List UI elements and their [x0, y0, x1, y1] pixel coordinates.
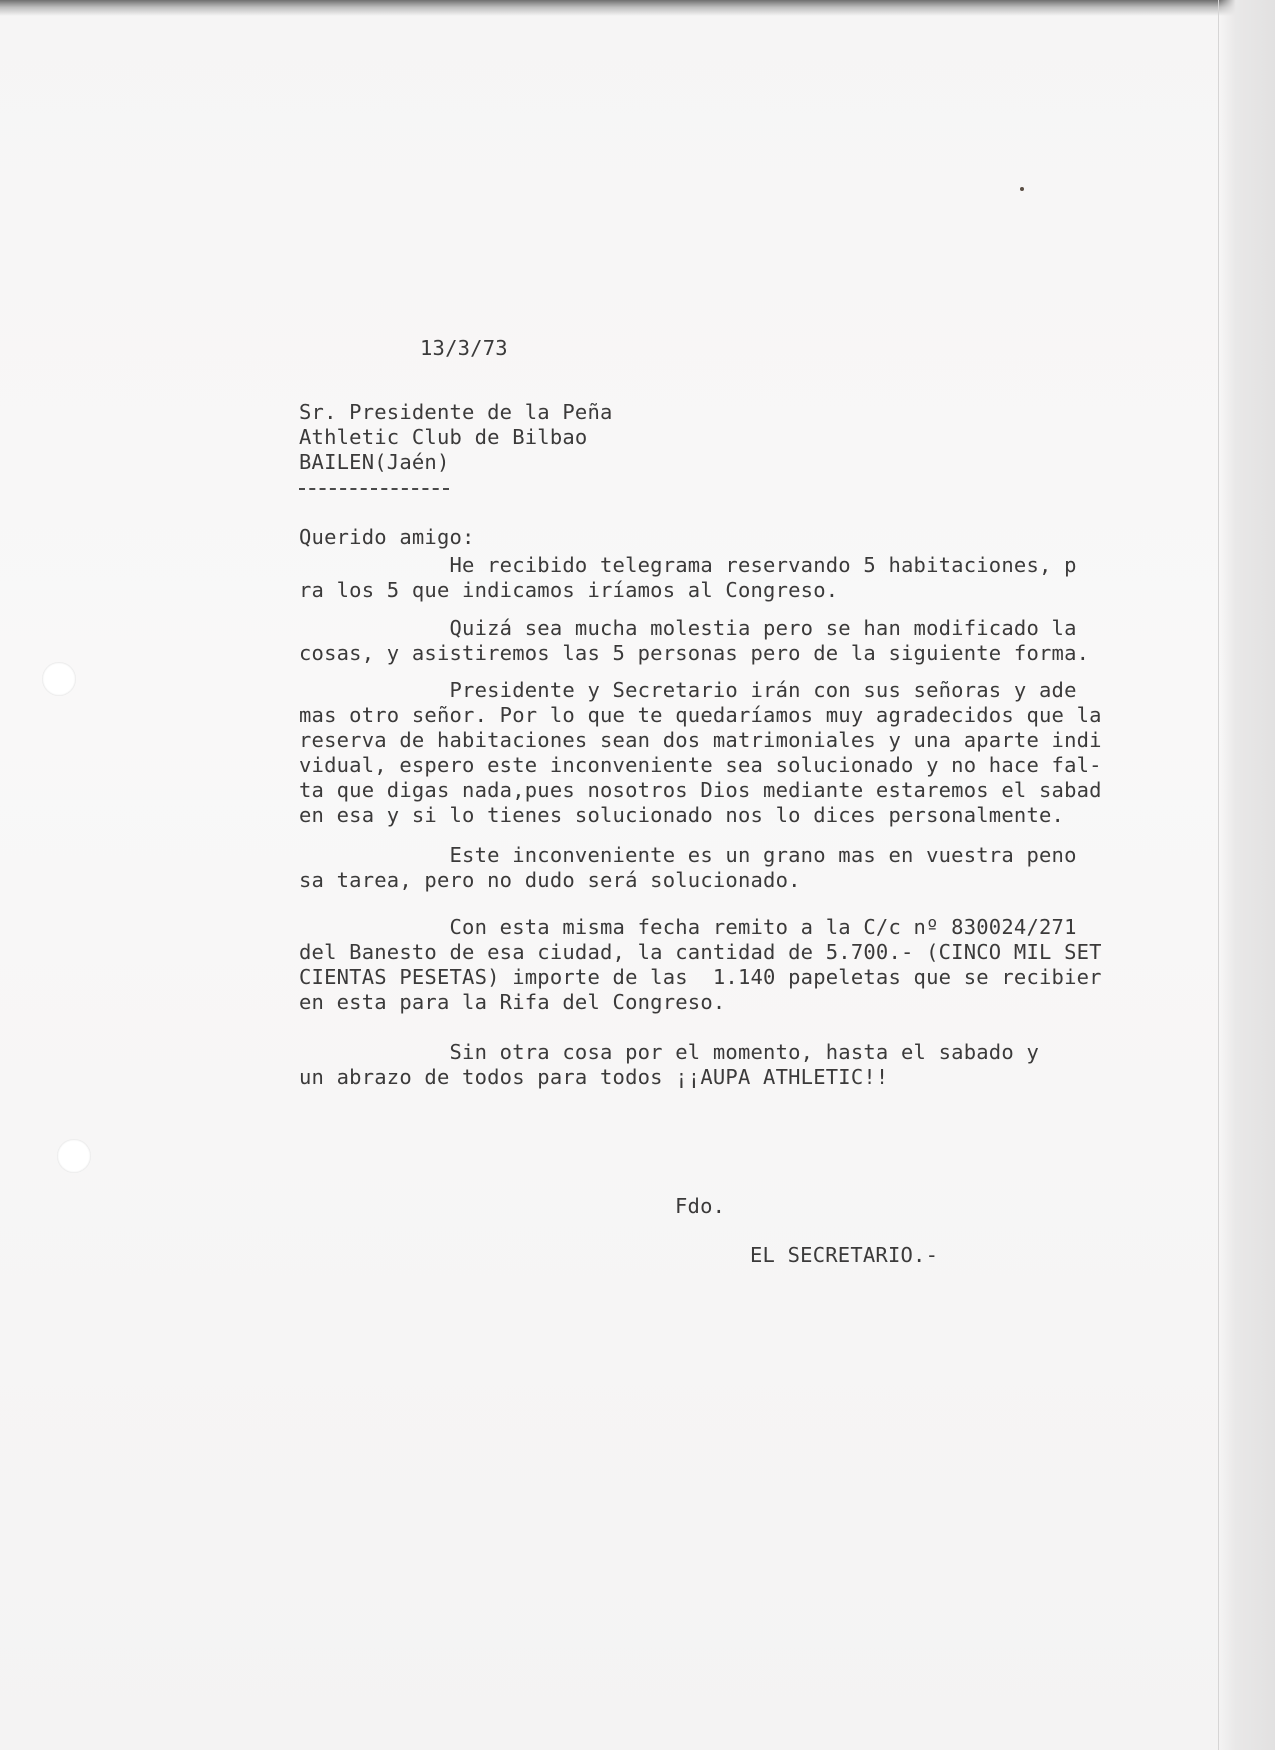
punch-hole — [57, 1139, 91, 1173]
recipient-title: Sr. Presidente de la Peña — [299, 400, 613, 424]
ink-speck — [1020, 187, 1024, 191]
paragraph-rooms: Presidente y Secretario irán con sus señoras y ade mas otro señor. Por lo que te quedaríamos muy agradecidos que la reserva de habitaciones sean dos matrimoniales y una aparte indi vidual, espero este inconveniente sea solucionado y no hace fal- ta que digas nada,pues nosotros Dios mediante estaremos el sabad en esa y si lo tienes solucionado nos lo dices personalmente. — [299, 678, 1102, 827]
address-underline — [299, 488, 449, 490]
paragraph-inconvenience: Este inconveniente es un grano mas en vuestra peno sa tarea, pero no dudo será solucionado. — [299, 843, 1077, 892]
letter-date: 13/3/73 — [420, 336, 508, 360]
punch-hole — [42, 662, 76, 696]
closing-fdo: Fdo. — [675, 1194, 726, 1218]
paragraph-changes: Quizá sea mucha molestia pero se han modificado la cosas, y asistiremos las 5 personas pero de la siguiente forma. — [299, 616, 1090, 665]
salutation: Querido amigo: — [299, 525, 475, 549]
paragraph-farewell: Sin otra cosa por el momento, hasta el sabado y un abrazo de todos para todos ¡¡AUPA ATHLETIC!! — [299, 1040, 1039, 1089]
recipient-town: BAILEN(Jaén) — [299, 450, 450, 474]
paragraph-payment: Con esta misma fecha remito a la C/c nº 830024/271 del Banesto de esa ciudad, la cantidad de 5.700.- (CINCO MIL SET CIENTAS PESETAS) importe de las 1.140 papeletas que se recibier en esta para la Rifa del Congreso. — [299, 915, 1102, 1014]
scanner-top-shadow — [0, 0, 1275, 16]
paper-right-edge — [1218, 0, 1275, 1750]
recipient-club: Athletic Club de Bilbao — [299, 425, 588, 449]
paragraph-telegram: He recibido telegrama reservando 5 habitaciones, p ra los 5 que indicamos iríamos al Congreso. — [299, 553, 1077, 602]
signatory: EL SECRETARIO.- — [750, 1243, 939, 1267]
